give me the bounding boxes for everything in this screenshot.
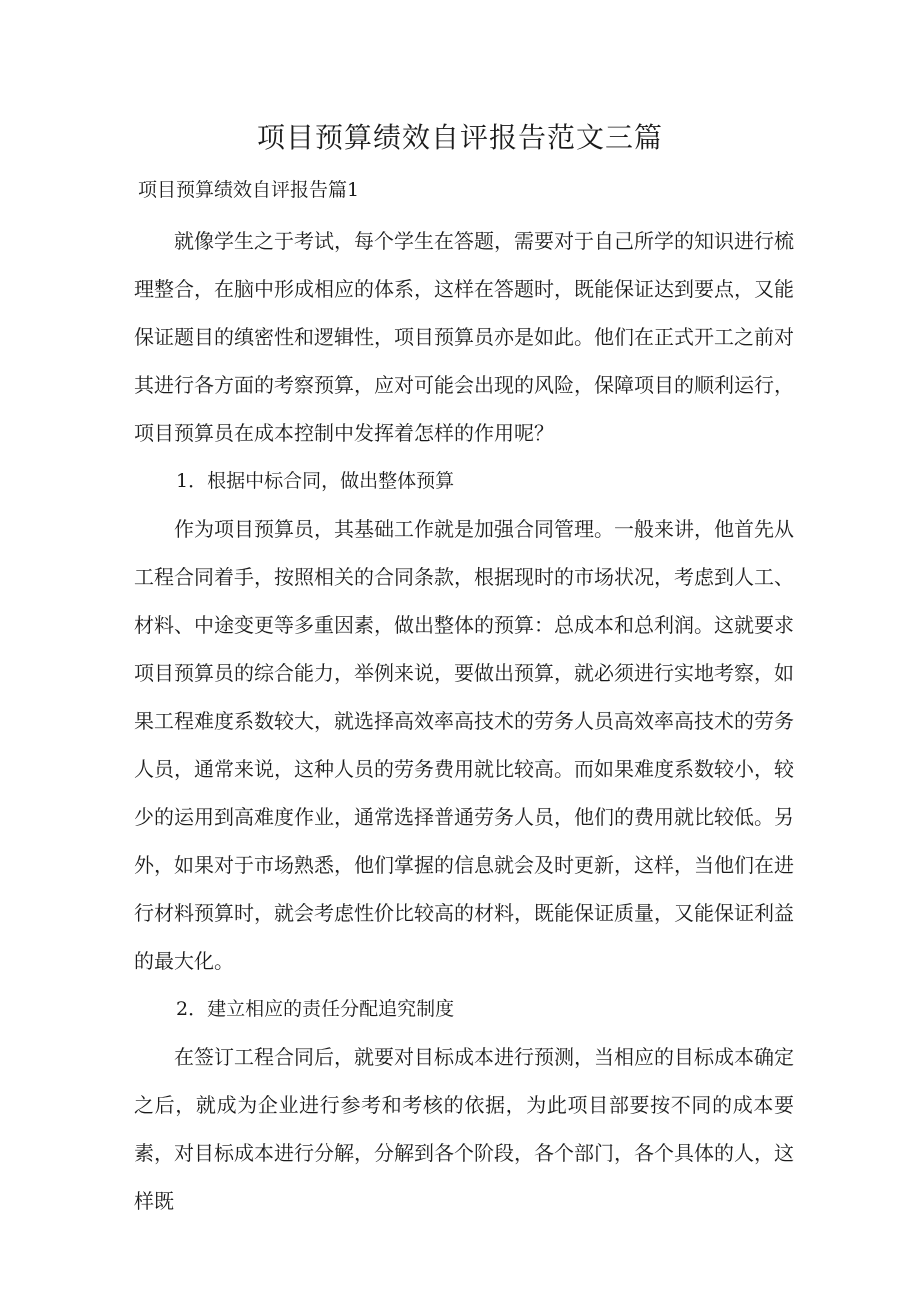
- paragraph: 就像学生之于考试，每个学生在答题，需要对于自己所学的知识进行梳理整合，在脑中形成相应的体系，这样在答题时，既能保证达到要点，又能保证题目的缜密性和逻辑性，项目预算员亦是如此。他们在正式开工之前对其进行各方面的考察预算，应对可能会出现的风险，保障项目的顺利运行，项目预算员在成本控制中发挥着怎样的作用呢？: [134, 229, 794, 445]
- section-subtitle: 项目预算绩效自评报告篇1: [138, 179, 360, 201]
- paragraph: 在签订工程合同后，就要对目标成本进行预测，当相应的目标成本确定之后，就成为企业进行参考和考核的依据，为此项目部要按不同的成本要素，对目标成本进行分解，分解到各个阶段，各个部门，各个具体的人，这样既: [134, 1045, 794, 1213]
- document-body: [134, 217, 794, 1225]
- document-title: 项目预算绩效自评报告范文三篇: [256, 121, 663, 154]
- paragraph: 作为项目预算员，其基础工作就是加强合同管理。一般来讲，他首先从工程合同着手，按照相关的合同条款，根据现时的市场状况，考虑到人工、材料、中途变更等多重因素，做出整体的预算：总成本和总利润。这就要求项目预算员的综合能力，举例来说，要做出预算，就必须进行实地考察，如果工程难度系数较大，就选择高效率高技术的劳务人员高效率高技术的劳务人员，通常来说，这种人员的劳务费用就比较高。而如果难度系数较小，较少的运用到高难度作业，通常选择普通劳务人员，他们的费用就比较低。另外，如果对于市场熟悉，他们掌握的信息就会及时更新，这样，当他们在进行材料预算时，就会考虑性价比较高的材料，既能保证质量，又能保证利益的最大化。: [134, 517, 794, 973]
- section-heading: 1．根据中标合同，做出整体预算: [176, 470, 455, 492]
- section-heading: 2．建立相应的责任分配追究制度: [176, 998, 455, 1020]
